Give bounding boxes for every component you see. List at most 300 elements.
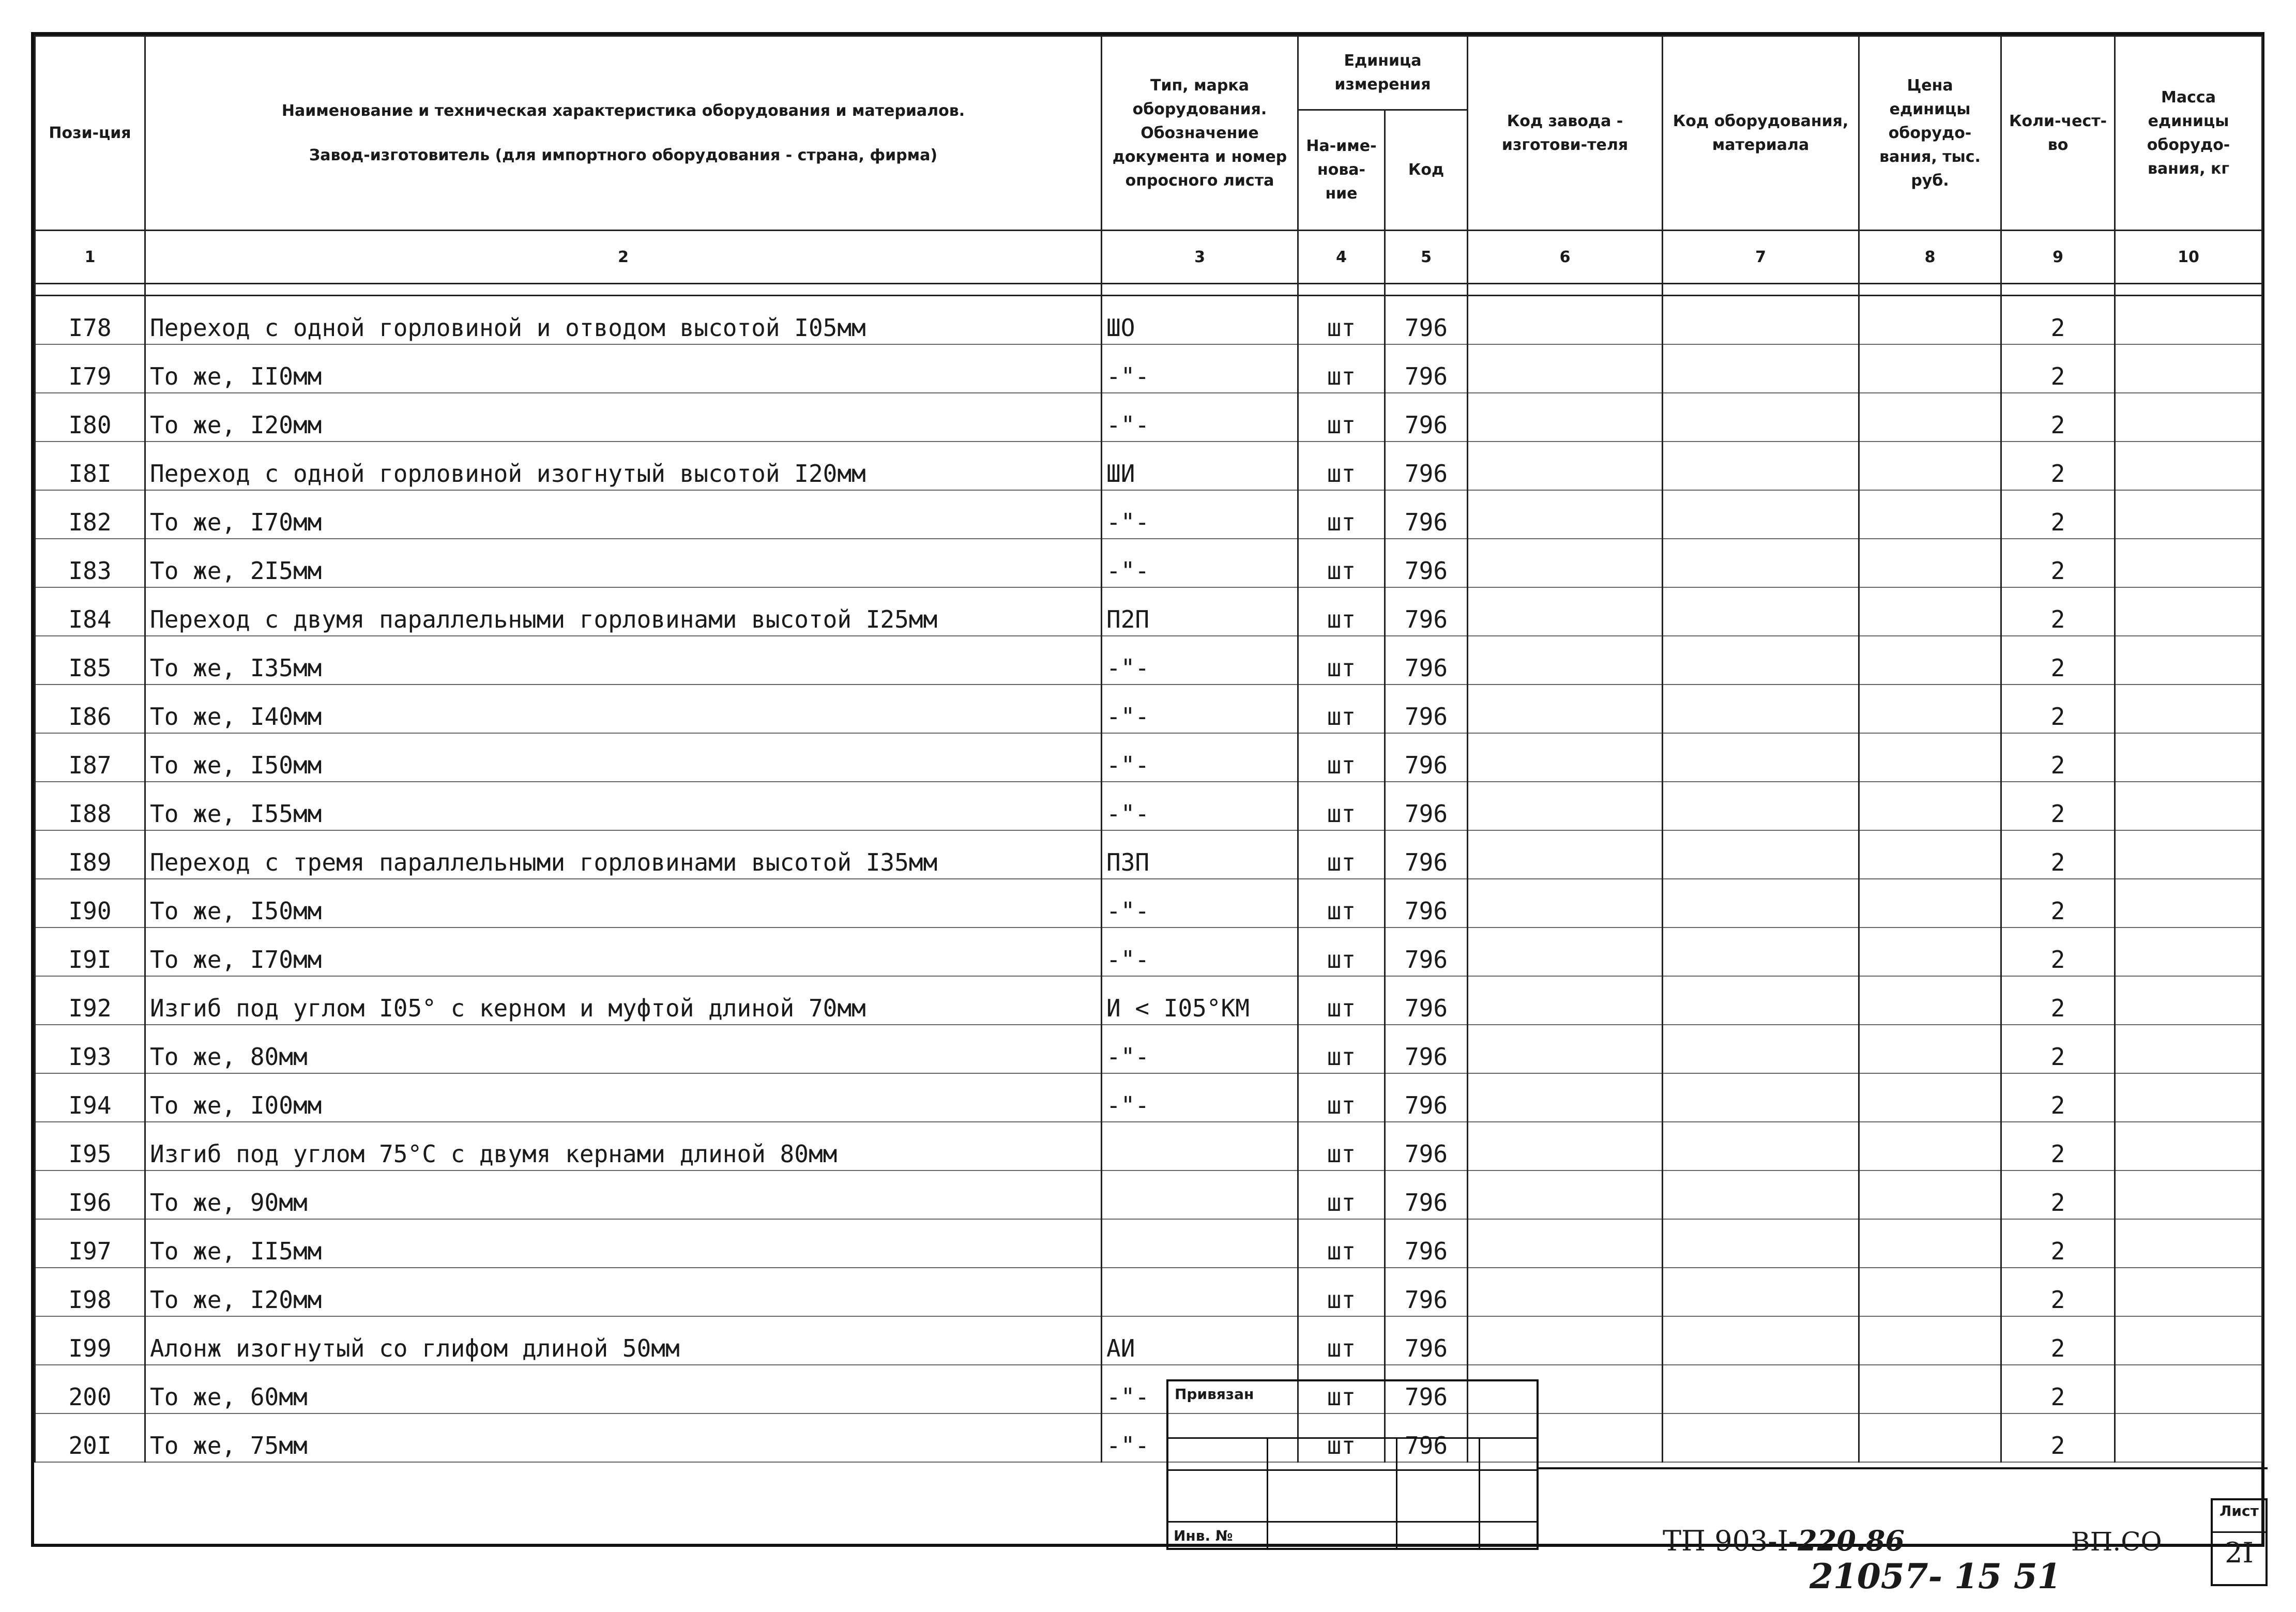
header-unit-name: На-име-нова-ние — [1298, 110, 1385, 231]
header-unit-group: Единица измерения — [1298, 36, 1468, 110]
position-cell: I8I — [35, 442, 145, 490]
item-name-cell: Переход с одной горловиной изогнутый высотой I20мм — [145, 442, 1102, 490]
equipment-code-cell — [1663, 1413, 1859, 1462]
manufacturer-code-cell — [1468, 879, 1663, 927]
quantity-cell: 2 — [2001, 733, 2115, 782]
table-row — [35, 782, 2262, 830]
binding-stamp — [1166, 1379, 1539, 1550]
quantity-cell: 2 — [2001, 587, 2115, 636]
unit-name-cell: шт — [1298, 1365, 1385, 1413]
price-cell — [1859, 587, 2001, 636]
item-name-cell: То же, I00мм — [145, 1073, 1102, 1122]
equipment-code-cell — [1663, 587, 1859, 636]
item-name-cell: Переход с тремя параллельными горловинами высотой I35мм — [145, 830, 1102, 879]
item-name-cell: Алонж изогнутый со глифом длиной 50мм — [145, 1316, 1102, 1365]
unit-name-cell: шт — [1298, 1122, 1385, 1170]
unit-name-cell: шт — [1298, 344, 1385, 393]
price-cell — [1859, 1170, 2001, 1219]
quantity-cell: 2 — [2001, 830, 2115, 879]
mass-cell — [2115, 879, 2262, 927]
document-code-handwritten: 220.86 — [1798, 1524, 1905, 1557]
unit-code-cell: 796 — [1385, 1122, 1468, 1170]
item-name-cell: То же, 2I5мм — [145, 539, 1102, 587]
position-cell: I92 — [35, 976, 145, 1025]
mass-cell — [2115, 1413, 2262, 1462]
manufacturer-code-cell — [1468, 344, 1663, 393]
price-cell — [1859, 1219, 2001, 1268]
mass-cell — [2115, 1122, 2262, 1170]
mass-cell — [2115, 733, 2262, 782]
specification-rows — [35, 284, 2262, 1463]
quantity-cell: 2 — [2001, 1219, 2115, 1268]
equipment-code-cell — [1663, 1122, 1859, 1170]
unit-name-cell: шт — [1298, 782, 1385, 830]
table-row — [35, 879, 2262, 927]
manufacturer-code-cell — [1468, 1316, 1663, 1365]
position-cell: I98 — [35, 1268, 145, 1316]
manufacturer-code-cell — [1468, 442, 1663, 490]
unit-name-cell: шт — [1298, 490, 1385, 539]
quantity-cell: 2 — [2001, 393, 2115, 442]
position-cell: I82 — [35, 490, 145, 539]
quantity-cell: 2 — [2001, 879, 2115, 927]
quantity-cell: 2 — [2001, 1073, 2115, 1122]
unit-name-cell: шт — [1298, 296, 1385, 345]
mass-cell — [2115, 830, 2262, 879]
item-name-cell: То же, I55мм — [145, 782, 1102, 830]
price-cell — [1859, 442, 2001, 490]
unit-name-cell: шт — [1298, 1073, 1385, 1122]
quantity-cell: 2 — [2001, 685, 2115, 733]
price-cell — [1859, 1316, 2001, 1365]
type-mark-cell: -"- — [1102, 1413, 1298, 1462]
quantity-cell: 2 — [2001, 1365, 2115, 1413]
type-mark-cell: -"- — [1102, 539, 1298, 587]
table-row — [35, 1073, 2262, 1122]
equipment-code-cell — [1663, 782, 1859, 830]
unit-code-cell: 796 — [1385, 344, 1468, 393]
col-number: 2 — [145, 231, 1102, 284]
manufacturer-code-cell — [1468, 733, 1663, 782]
unit-code-cell: 796 — [1385, 685, 1468, 733]
mass-cell — [2115, 344, 2262, 393]
mass-cell — [2115, 1316, 2262, 1365]
table-row — [35, 1316, 2262, 1365]
col-number: 9 — [2001, 231, 2115, 284]
unit-name-cell: шт — [1298, 1316, 1385, 1365]
manufacturer-code-cell — [1468, 830, 1663, 879]
quantity-cell: 2 — [2001, 539, 2115, 587]
unit-code-cell: 796 — [1385, 393, 1468, 442]
quantity-cell: 2 — [2001, 1025, 2115, 1073]
document-code-prefix: ТП 903-I- — [1663, 1525, 1798, 1557]
price-cell — [1859, 733, 2001, 782]
archive-number: 21057- 15 51 — [1810, 1556, 2061, 1596]
price-cell — [1859, 976, 2001, 1025]
spacer-cell — [1298, 284, 1385, 296]
spacer-cell — [145, 284, 1102, 296]
mass-cell — [2115, 393, 2262, 442]
type-mark-cell: -"- — [1102, 927, 1298, 976]
price-cell — [1859, 539, 2001, 587]
unit-code-cell: 796 — [1385, 1170, 1468, 1219]
title-block-line — [1539, 1467, 2268, 1469]
price-cell — [1859, 490, 2001, 539]
unit-code-cell: 796 — [1385, 1268, 1468, 1316]
manufacturer-code-cell — [1468, 782, 1663, 830]
col-number: 10 — [2115, 231, 2262, 284]
item-name-cell: Переход с одной горловиной и отводом высотой I05мм — [145, 296, 1102, 345]
position-cell: I87 — [35, 733, 145, 782]
type-mark-cell: -"- — [1102, 1365, 1298, 1413]
stamp-divider — [1396, 1438, 1397, 1548]
position-cell: 200 — [35, 1365, 145, 1413]
type-mark-cell: -"- — [1102, 1073, 1298, 1122]
header-manufacturer-code: Код завода - изготови-теля — [1468, 36, 1663, 231]
spacer-cell — [2001, 284, 2115, 296]
mass-cell — [2115, 490, 2262, 539]
equipment-code-cell — [1663, 685, 1859, 733]
unit-name-cell: шт — [1298, 1170, 1385, 1219]
item-name-cell: То же, I20мм — [145, 1268, 1102, 1316]
spacer-cell — [1102, 284, 1298, 296]
equipment-code-cell — [1663, 733, 1859, 782]
col-number: 5 — [1385, 231, 1468, 284]
sheet-box-line — [2213, 1531, 2265, 1533]
type-mark-cell: -"- — [1102, 733, 1298, 782]
unit-code-cell: 796 — [1385, 927, 1468, 976]
equipment-code-cell — [1663, 539, 1859, 587]
position-cell: I97 — [35, 1219, 145, 1268]
unit-name-cell: шт — [1298, 442, 1385, 490]
spacer-row — [35, 284, 2262, 296]
mass-cell — [2115, 1268, 2262, 1316]
unit-name-cell: шт — [1298, 927, 1385, 976]
item-name-cell: То же, I50мм — [145, 733, 1102, 782]
table-row — [35, 1268, 2262, 1316]
type-mark-cell — [1102, 1122, 1298, 1170]
quantity-cell: 2 — [2001, 1122, 2115, 1170]
unit-code-cell: 796 — [1385, 733, 1468, 782]
item-name-cell: То же, II5мм — [145, 1219, 1102, 1268]
header-type: Тип, марка оборудования. Обозначение документа и номер опросного листа — [1102, 36, 1298, 231]
quantity-cell: 2 — [2001, 490, 2115, 539]
quantity-cell: 2 — [2001, 976, 2115, 1025]
mass-cell — [2115, 1365, 2262, 1413]
unit-name-cell: шт — [1298, 587, 1385, 636]
table-row — [35, 587, 2262, 636]
unit-code-cell: 796 — [1385, 539, 1468, 587]
price-cell — [1859, 296, 2001, 345]
table-row — [35, 1413, 2262, 1462]
unit-name-cell: шт — [1298, 1413, 1385, 1462]
manufacturer-code-cell — [1468, 1219, 1663, 1268]
unit-name-cell: шт — [1298, 636, 1385, 685]
stamp-line — [1168, 1521, 1537, 1523]
table-row — [35, 296, 2262, 345]
mass-cell — [2115, 587, 2262, 636]
position-cell: I94 — [35, 1073, 145, 1122]
header-mass: Масса единицы оборудо-вания, кг — [2115, 36, 2262, 231]
unit-code-cell: 796 — [1385, 830, 1468, 879]
unit-code-cell: 796 — [1385, 296, 1468, 345]
quantity-cell: 2 — [2001, 344, 2115, 393]
item-name-cell: То же, I40мм — [145, 685, 1102, 733]
stamp-line — [1168, 1469, 1537, 1471]
table-row — [35, 1365, 2262, 1413]
position-cell: I84 — [35, 587, 145, 636]
sheet-number: 2I — [2225, 1537, 2254, 1569]
sheet-code: ВП.СО — [2071, 1527, 2162, 1557]
spacer-cell — [1385, 284, 1468, 296]
mass-cell — [2115, 1219, 2262, 1268]
equipment-code-cell — [1663, 393, 1859, 442]
item-name-cell: Изгиб под углом 75°С с двумя кернами длиной 80мм — [145, 1122, 1102, 1170]
equipment-code-cell — [1663, 927, 1859, 976]
header-quantity: Коли-чест-во — [2001, 36, 2115, 231]
unit-code-cell: 796 — [1385, 782, 1468, 830]
manufacturer-code-cell — [1468, 1025, 1663, 1073]
position-cell: I93 — [35, 1025, 145, 1073]
price-cell — [1859, 830, 2001, 879]
manufacturer-code-cell — [1468, 1122, 1663, 1170]
table-row — [35, 1122, 2262, 1170]
unit-name-cell: шт — [1298, 1268, 1385, 1316]
equipment-code-cell — [1663, 1316, 1859, 1365]
spacer-cell — [1468, 284, 1663, 296]
item-name-cell: То же, 75мм — [145, 1413, 1102, 1462]
manufacturer-code-cell — [1468, 636, 1663, 685]
mass-cell — [2115, 782, 2262, 830]
manufacturer-code-cell — [1468, 976, 1663, 1025]
manufacturer-code-cell — [1468, 1073, 1663, 1122]
equipment-code-cell — [1663, 976, 1859, 1025]
equipment-code-cell — [1663, 1025, 1859, 1073]
unit-code-cell: 796 — [1385, 1073, 1468, 1122]
price-cell — [1859, 1122, 2001, 1170]
position-cell: I88 — [35, 782, 145, 830]
item-name-cell: То же, I35мм — [145, 636, 1102, 685]
price-cell — [1859, 344, 2001, 393]
stamp-divider — [1479, 1438, 1480, 1548]
stamp-divider — [1267, 1438, 1268, 1548]
bound-label: Привязан — [1175, 1386, 1254, 1403]
table-row — [35, 1219, 2262, 1268]
quantity-cell: 2 — [2001, 1413, 2115, 1462]
price-cell — [1859, 636, 2001, 685]
unit-name-cell: шт — [1298, 393, 1385, 442]
item-name-cell: То же, I70мм — [145, 927, 1102, 976]
table-row — [35, 927, 2262, 976]
type-mark-cell: -"- — [1102, 636, 1298, 685]
table-row — [35, 830, 2262, 879]
header-position: Пози-ция — [35, 36, 145, 231]
quantity-cell: 2 — [2001, 1316, 2115, 1365]
table-row — [35, 1025, 2262, 1073]
quantity-cell: 2 — [2001, 636, 2115, 685]
equipment-code-cell — [1663, 442, 1859, 490]
type-mark-cell: -"- — [1102, 685, 1298, 733]
type-mark-cell: -"- — [1102, 344, 1298, 393]
unit-name-cell: шт — [1298, 879, 1385, 927]
manufacturer-code-cell — [1468, 490, 1663, 539]
position-cell: I86 — [35, 685, 145, 733]
type-mark-cell: -"- — [1102, 490, 1298, 539]
col-number: 1 — [35, 231, 145, 284]
equipment-code-cell — [1663, 344, 1859, 393]
item-name-cell: То же, 60мм — [145, 1365, 1102, 1413]
unit-code-cell: 796 — [1385, 1219, 1468, 1268]
price-cell — [1859, 1365, 2001, 1413]
price-cell — [1859, 393, 2001, 442]
position-cell: I83 — [35, 539, 145, 587]
unit-code-cell: 796 — [1385, 1316, 1468, 1365]
type-mark-cell: И < I05°КМ — [1102, 976, 1298, 1025]
equipment-code-cell — [1663, 1365, 1859, 1413]
quantity-cell: 2 — [2001, 927, 2115, 976]
position-cell: I85 — [35, 636, 145, 685]
unit-code-cell: 796 — [1385, 490, 1468, 539]
type-mark-cell: П3П — [1102, 830, 1298, 879]
quantity-cell: 2 — [2001, 296, 2115, 345]
sheet-label: Лист — [2219, 1502, 2259, 1519]
header-name-line1: Наименование и техническая характеристика оборудования и материалов. — [281, 101, 965, 120]
equipment-code-cell — [1663, 830, 1859, 879]
manufacturer-code-cell — [1468, 1268, 1663, 1316]
col-number: 7 — [1663, 231, 1859, 284]
mass-cell — [2115, 636, 2262, 685]
table-row — [35, 442, 2262, 490]
mass-cell — [2115, 976, 2262, 1025]
position-cell: I89 — [35, 830, 145, 879]
manufacturer-code-cell — [1468, 296, 1663, 345]
item-name-cell: То же, 90мм — [145, 1170, 1102, 1219]
price-cell — [1859, 1073, 2001, 1122]
col-number: 6 — [1468, 231, 1663, 284]
manufacturer-code-cell — [1468, 587, 1663, 636]
type-mark-cell: -"- — [1102, 879, 1298, 927]
unit-code-cell: 796 — [1385, 636, 1468, 685]
price-cell — [1859, 927, 2001, 976]
equipment-code-cell — [1663, 1268, 1859, 1316]
position-cell: I95 — [35, 1122, 145, 1170]
unit-code-cell: 796 — [1385, 1365, 1468, 1413]
type-mark-cell — [1102, 1219, 1298, 1268]
mass-cell — [2115, 927, 2262, 976]
table-row — [35, 539, 2262, 587]
unit-name-cell: шт — [1298, 539, 1385, 587]
unit-code-cell: 796 — [1385, 587, 1468, 636]
quantity-cell: 2 — [2001, 1170, 2115, 1219]
col-number: 4 — [1298, 231, 1385, 284]
header-name-line2: Завод-изготовитель (для импортного оборудования - страна, фирма) — [309, 146, 938, 164]
item-name-cell: То же, I50мм — [145, 879, 1102, 927]
position-cell: 20I — [35, 1413, 145, 1462]
item-name-cell: Изгиб под углом I05° с керном и муфтой длиной 70мм — [145, 976, 1102, 1025]
specification-sheet — [31, 32, 2264, 1569]
header-equipment-code: Код оборудования, материала — [1663, 36, 1859, 231]
table-row — [35, 976, 2262, 1025]
type-mark-cell: -"- — [1102, 393, 1298, 442]
specification-table — [34, 35, 2263, 1463]
equipment-code-cell — [1663, 296, 1859, 345]
position-cell: I90 — [35, 879, 145, 927]
item-name-cell: Переход с двумя параллельными горловинами высотой I25мм — [145, 587, 1102, 636]
position-cell: I99 — [35, 1316, 145, 1365]
mass-cell — [2115, 442, 2262, 490]
unit-name-cell: шт — [1298, 733, 1385, 782]
quantity-cell: 2 — [2001, 1268, 2115, 1316]
unit-name-cell: шт — [1298, 830, 1385, 879]
item-name-cell: То же, I70мм — [145, 490, 1102, 539]
unit-code-cell: 796 — [1385, 1025, 1468, 1073]
manufacturer-code-cell — [1468, 1170, 1663, 1219]
equipment-code-cell — [1663, 636, 1859, 685]
document-code — [1663, 1524, 1905, 1557]
item-name-cell: То же, II0мм — [145, 344, 1102, 393]
sheet-number-box — [2211, 1498, 2268, 1586]
col-number: 8 — [1859, 231, 2001, 284]
spacer-cell — [35, 284, 145, 296]
type-mark-cell: -"- — [1102, 782, 1298, 830]
type-mark-cell: ШИ — [1102, 442, 1298, 490]
price-cell — [1859, 1413, 2001, 1462]
mass-cell — [2115, 1073, 2262, 1122]
type-mark-cell: -"- — [1102, 1025, 1298, 1073]
manufacturer-code-cell — [1468, 393, 1663, 442]
col-number: 3 — [1102, 231, 1298, 284]
mass-cell — [2115, 1170, 2262, 1219]
unit-name-cell: шт — [1298, 685, 1385, 733]
header-name — [145, 36, 1102, 231]
type-mark-cell: П2П — [1102, 587, 1298, 636]
manufacturer-code-cell — [1468, 927, 1663, 976]
price-cell — [1859, 1268, 2001, 1316]
unit-code-cell: 796 — [1385, 879, 1468, 927]
table-row — [35, 393, 2262, 442]
spacer-cell — [2115, 284, 2262, 296]
equipment-code-cell — [1663, 1219, 1859, 1268]
header-unit-code: Код — [1385, 110, 1468, 231]
mass-cell — [2115, 1025, 2262, 1073]
table-row — [35, 685, 2262, 733]
quantity-cell: 2 — [2001, 442, 2115, 490]
item-name-cell: То же, 80мм — [145, 1025, 1102, 1073]
position-cell: I79 — [35, 344, 145, 393]
type-mark-cell — [1102, 1170, 1298, 1219]
unit-code-cell: 796 — [1385, 976, 1468, 1025]
mass-cell — [2115, 296, 2262, 345]
equipment-code-cell — [1663, 879, 1859, 927]
inventory-label: Инв. № — [1174, 1527, 1233, 1544]
unit-name-cell: шт — [1298, 976, 1385, 1025]
type-mark-cell: ШО — [1102, 296, 1298, 345]
table-row — [35, 490, 2262, 539]
position-cell: I80 — [35, 393, 145, 442]
table-row — [35, 636, 2262, 685]
table-row — [35, 1170, 2262, 1219]
position-cell: I78 — [35, 296, 145, 345]
position-cell: I9I — [35, 927, 145, 976]
quantity-cell: 2 — [2001, 782, 2115, 830]
price-cell — [1859, 685, 2001, 733]
unit-code-cell: 796 — [1385, 1413, 1468, 1462]
manufacturer-code-cell — [1468, 685, 1663, 733]
unit-name-cell: шт — [1298, 1219, 1385, 1268]
position-cell: I96 — [35, 1170, 145, 1219]
mass-cell — [2115, 539, 2262, 587]
equipment-code-cell — [1663, 1073, 1859, 1122]
